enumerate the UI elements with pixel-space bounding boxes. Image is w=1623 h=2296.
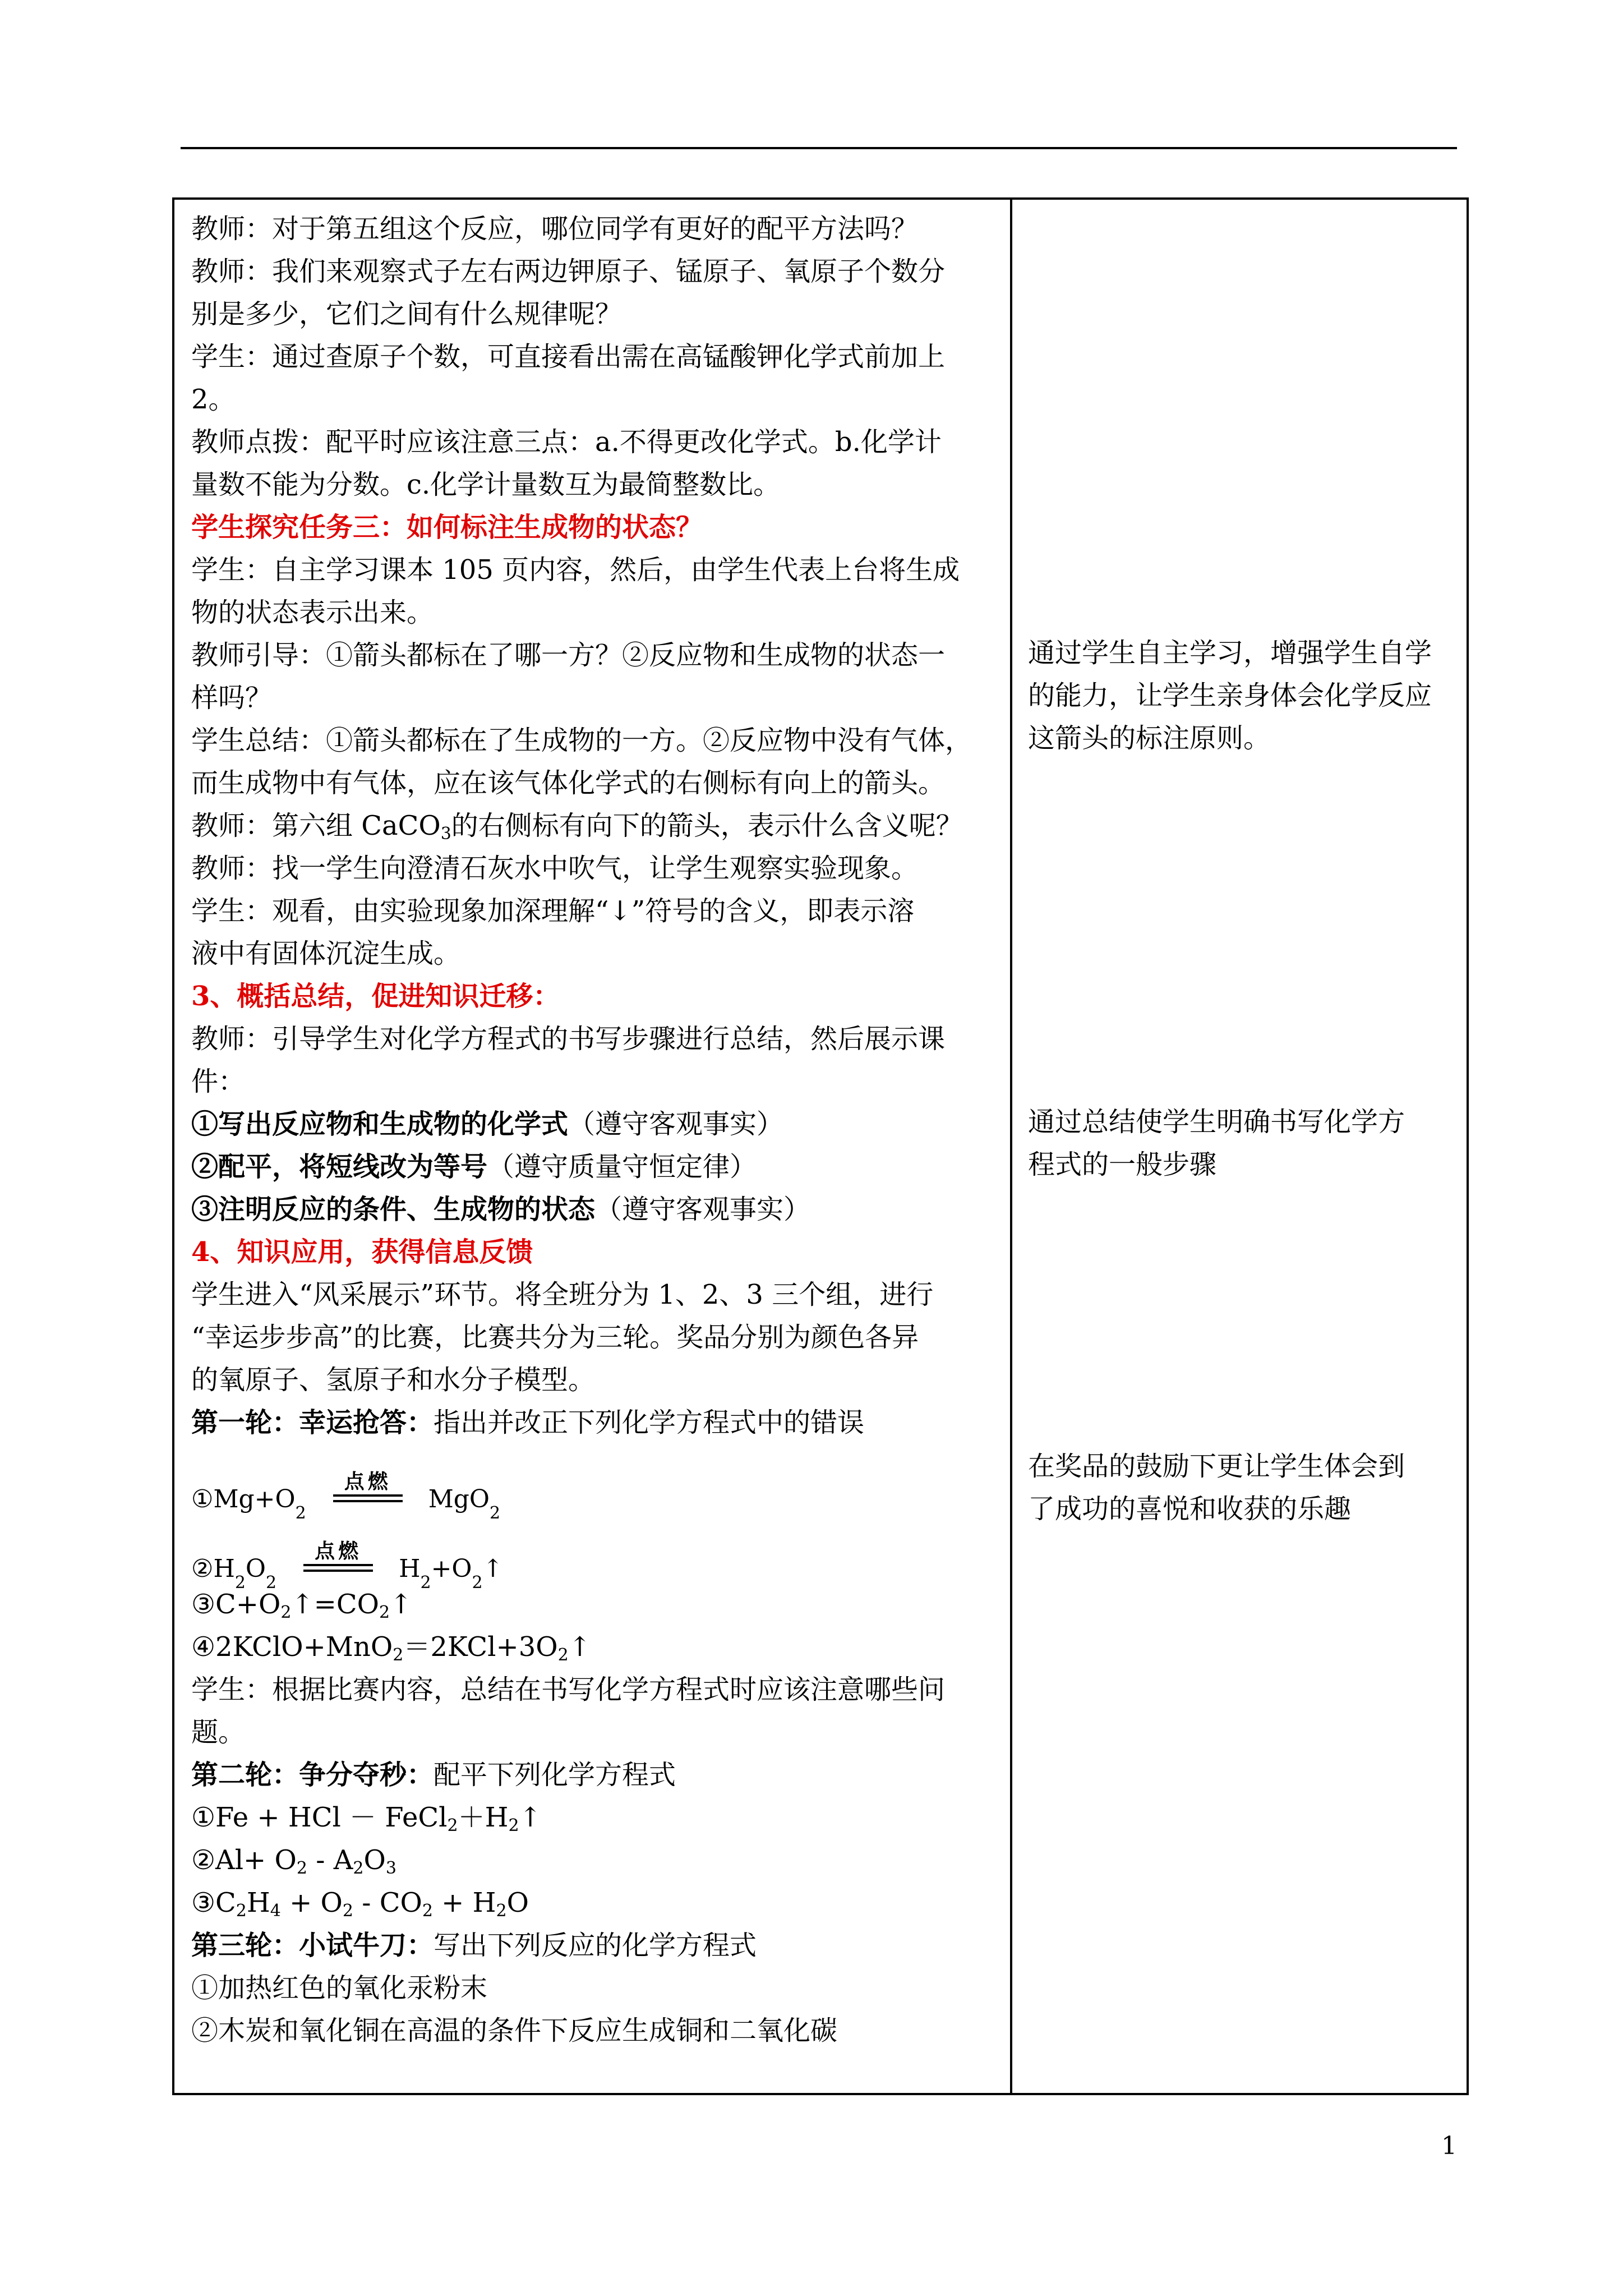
- eq-text: MgO: [428, 1485, 490, 1513]
- note-line: 了成功的喜悦和收获的乐趣: [1028, 1493, 1352, 1525]
- text-line: 的氧原子、氢原子和水分子模型。: [191, 1364, 596, 1396]
- text-line: 学生总结：①箭头都标在了生成物的一方。②反应物中没有气体，: [191, 725, 972, 756]
- text-line: 而生成物中有气体，应在该气体化学式的右侧标有向上的箭头。: [191, 767, 946, 799]
- note-line: 的能力，让学生亲身体会化学反应: [1028, 680, 1432, 711]
- eq-text: ②Al+ O: [191, 1844, 297, 1876]
- round-desc: 配平下列化学方程式: [434, 1759, 676, 1791]
- text-line: 教师：引导学生对化学方程式的书写步骤进行总结，然后展示课: [191, 1023, 946, 1055]
- text-line: 学生：根据比赛内容，总结在书写化学方程式时应该注意哪些问: [191, 1674, 946, 1705]
- design-intent-note: [1028, 1101, 1460, 1186]
- text-line: 教师引导：①箭头都标在了哪一方？②反应物和生成物的状态一: [191, 639, 946, 671]
- text-line: 教师：找一学生向澄清石灰水中吹气，让学生观察实验现象。: [191, 853, 919, 884]
- subscript: 2: [422, 1901, 433, 1921]
- step-note: （遵守质量守恒定律）: [487, 1151, 757, 1182]
- equation-3: [191, 1583, 993, 1626]
- subscript: 2: [236, 1901, 247, 1921]
- text-line: 学生：观看，由实验现象加深理解“↓”符号的含义，即表示溶: [191, 895, 915, 927]
- text-line: 教师点拨：配平时应该注意三点：a.不得更改化学式。b.化学计: [191, 426, 942, 458]
- note-line: 在奖品的鼓励下更让学生体会到: [1028, 1451, 1405, 1482]
- eq-text: ＝2KCl+3O: [403, 1631, 558, 1663]
- subscript: 2: [280, 1603, 292, 1622]
- equation-4: [191, 1626, 993, 1668]
- eq-text: - A: [307, 1844, 353, 1876]
- eq-text: ②H: [191, 1554, 235, 1583]
- subscript: 3: [440, 824, 451, 844]
- reaction-condition: [333, 1470, 403, 1513]
- eq-text: ＋H: [458, 1802, 509, 1833]
- text-line: 液中有固体沉淀生成。: [191, 938, 461, 969]
- subscript: 2: [557, 1645, 569, 1665]
- column-divider: [1010, 200, 1012, 2093]
- up-arrow-icon: ↑: [568, 1631, 591, 1663]
- note-line: 通过学生自主学习，增强学生自学: [1028, 637, 1432, 669]
- round-desc: 写出下列反应的化学方程式: [434, 1930, 757, 1961]
- text-line: 题。: [191, 1717, 246, 1748]
- note-line: 这箭头的标注原则。: [1028, 723, 1271, 754]
- text-line: 量数不能为分数。c.化学计量数互为最简整数比。: [191, 469, 781, 500]
- up-arrow-icon: ↑: [482, 1554, 504, 1583]
- equation-1: ①Mg+O 2 点燃 MgO 2: [191, 1470, 501, 1523]
- text-line: ①加热红色的氧化汞粉末: [191, 1972, 488, 2004]
- round-label: 第二轮：争分夺秒：: [191, 1759, 434, 1791]
- eq-text: - CO: [353, 1887, 422, 1918]
- text-line: 样吗？: [191, 682, 273, 714]
- subscript: 2: [447, 1816, 458, 1835]
- text-line: 学生：自主学习课本 105 页内容，然后，由学生代表上台将生成: [191, 554, 960, 586]
- equals-bar: [303, 1570, 373, 1572]
- design-intent-note: [1028, 1445, 1460, 1530]
- reaction-condition: [303, 1540, 373, 1583]
- subscript: 2: [508, 1816, 519, 1835]
- subscript: 3: [385, 1858, 396, 1878]
- step-item: [191, 1145, 993, 1188]
- round-title: [191, 1754, 993, 1796]
- lesson-table: [172, 197, 1469, 2095]
- eq-text: ①Mg+O: [191, 1485, 296, 1513]
- round-label: 第三轮：小试牛刀：: [191, 1930, 434, 1961]
- eq-text: O: [363, 1844, 386, 1876]
- section-heading: 学生探究任务三：如何标注生成物的状态？: [191, 512, 703, 543]
- header-rule: [181, 147, 1457, 149]
- up-arrow-icon: ↑: [390, 1589, 413, 1620]
- text-line: 别是多少，它们之间有什么规律呢？: [191, 298, 623, 330]
- round-desc: 指出并改正下列化学方程式中的错误: [434, 1407, 865, 1438]
- subscript: 4: [270, 1901, 281, 1921]
- condition-text: 点燃: [315, 1539, 362, 1563]
- step-text: ②配平，将短线改为等号: [191, 1151, 488, 1182]
- text-line: 2。: [191, 384, 236, 415]
- section-heading: 4、知识应用，获得信息反馈: [191, 1236, 533, 1268]
- subscript: 2: [496, 1901, 507, 1921]
- text-line: 教师：对于第五组这个反应，哪位同学有更好的配平方法吗？: [191, 213, 919, 245]
- eq-text: ↑=CO: [291, 1589, 379, 1620]
- eq-text: ③C: [191, 1887, 236, 1918]
- eq-text: +MnO: [303, 1631, 393, 1663]
- eq-text: ④2KClO: [191, 1631, 303, 1663]
- eq-text: + H: [432, 1887, 496, 1918]
- text-line: [191, 804, 993, 847]
- subscript: 2: [296, 1858, 307, 1878]
- step-item: [191, 1103, 993, 1145]
- balance-eq-2: [191, 1839, 993, 1881]
- step-note: （遵守客观事实）: [595, 1194, 811, 1225]
- round-title: [191, 1401, 993, 1444]
- equals-bar: [303, 1564, 373, 1566]
- note-line: 通过总结使学生明确书写化学方: [1028, 1106, 1405, 1138]
- text-line: “幸运步步高”的比赛，比赛共分为三轮。奖品分别为颜色各异: [191, 1322, 919, 1353]
- eq-text: O: [506, 1887, 529, 1918]
- balance-eq-1: [191, 1796, 993, 1839]
- eq-text: + O: [280, 1887, 343, 1918]
- subscript: 2: [342, 1901, 353, 1921]
- text-span: 的右侧标有向下的箭头，表示什么含义呢？: [451, 810, 963, 841]
- eq-text: +O: [431, 1554, 472, 1583]
- eq-text: O: [245, 1554, 266, 1583]
- round-title: [191, 1924, 993, 1967]
- eq-text: ③C+O: [191, 1589, 281, 1620]
- step-text: ③注明反应的条件、生成物的状态: [191, 1194, 596, 1225]
- teaching-process-column: [191, 208, 993, 2052]
- text-line: 学生进入“风采展示”环节。将全班分为 1、2、3 三个组，进行: [191, 1279, 934, 1310]
- design-intent-note: [1028, 632, 1460, 760]
- step-note: （遵守客观事实）: [568, 1108, 784, 1140]
- balance-eq-3: [191, 1881, 993, 1924]
- section-heading: 3、概括总结，促进知识迁移：: [191, 981, 560, 1012]
- text-span: 教师：第六组 CaCO: [191, 810, 441, 841]
- eq-text: H: [246, 1887, 270, 1918]
- text-line: 物的状态表示出来。: [191, 597, 434, 628]
- text-line: 件：: [191, 1066, 246, 1097]
- equals-bar: [333, 1500, 403, 1502]
- up-arrow-icon: ↑: [519, 1802, 542, 1833]
- page-number: 1: [1441, 2132, 1457, 2160]
- note-line: 程式的一般步骤: [1028, 1149, 1217, 1180]
- text-line: ②木炭和氧化铜在高温的条件下反应生成铜和二氧化碳: [191, 2015, 838, 2046]
- equals-bar: [333, 1494, 403, 1497]
- text-line: 教师：我们来观察式子左右两边钾原子、锰原子、氧原子个数分: [191, 256, 946, 287]
- condition-text: 点燃: [344, 1470, 391, 1493]
- subscript: 2: [379, 1603, 390, 1622]
- subscript: 2: [353, 1858, 364, 1878]
- eq-text: H: [399, 1554, 421, 1583]
- subscript: 2: [393, 1645, 404, 1665]
- step-text: ①写出反应物和生成物的化学式: [191, 1108, 569, 1140]
- equation-2: ②H 2 O 2 点燃 H 2 +O 2 ↑: [191, 1539, 504, 1593]
- eq-text: ①Fe + HCl － FeCl: [191, 1802, 448, 1833]
- step-item: [191, 1188, 993, 1231]
- text-line: 学生：通过查原子个数，可直接看出需在高锰酸钾化学式前加上: [191, 341, 946, 372]
- round-label: 第一轮：幸运抢答：: [191, 1407, 434, 1438]
